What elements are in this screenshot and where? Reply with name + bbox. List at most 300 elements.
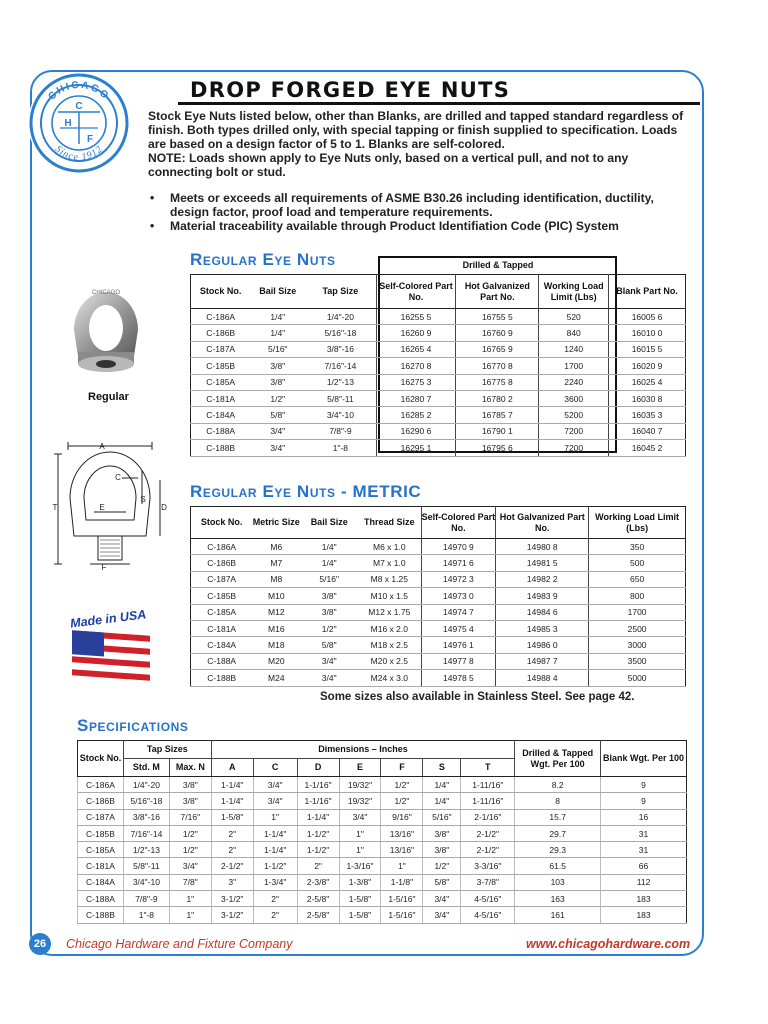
table-cell: 2-1/2"	[211, 858, 253, 874]
table-cell: 1-11/16"	[461, 777, 515, 793]
table-cell: 31	[601, 842, 687, 858]
col-header: Tap Size	[305, 275, 376, 309]
table-cell: C-186B	[191, 555, 253, 571]
table-cell: 1-1/4"	[211, 777, 253, 793]
feature-item: • Meets or exceeds all requirements of ASME B30.26 including identification, ductility, design factor, proof load and temperature requirements.	[148, 191, 688, 219]
table-cell: 7200	[539, 440, 609, 456]
stainless-note: Some sizes also available in Stainless Steel. See page 42.	[320, 691, 635, 703]
table-cell: M10 x 1.5	[358, 588, 421, 604]
table-cell: 1/4"	[300, 539, 358, 555]
table-cell: 16785 7	[456, 407, 539, 423]
table-cell: 1-5/16"	[381, 907, 423, 923]
table-cell: 2"	[297, 858, 339, 874]
table-cell: 163	[515, 891, 601, 907]
table-cell: 16025 4	[609, 374, 686, 390]
table-cell: 2-5/8"	[297, 891, 339, 907]
table-cell: 1/4"	[250, 309, 305, 325]
col-header: Stock No.	[78, 741, 124, 777]
table-cell: 3/8"	[169, 793, 211, 809]
table-cell: 5/8"	[250, 407, 305, 423]
table-cell: 1"	[339, 842, 381, 858]
table-cell: 5/16"	[300, 571, 358, 587]
table-cell: 3-1/2"	[211, 891, 253, 907]
regular-table-body	[191, 309, 686, 457]
metric-table-body	[191, 539, 686, 687]
table-header-row	[78, 741, 687, 759]
col-header: F	[381, 759, 423, 777]
table-cell: 3/4"	[250, 440, 305, 456]
table-cell: 3500	[589, 653, 686, 669]
table-cell: 1-11/16"	[461, 793, 515, 809]
table-cell: 1-3/16"	[339, 858, 381, 874]
table-cell: 1-1/4"	[253, 842, 297, 858]
table-cell: 1/2"	[169, 825, 211, 841]
table-row	[191, 374, 686, 390]
table-cell: 1/2"-13	[123, 842, 169, 858]
table-cell: 500	[589, 555, 686, 571]
table-cell: 1/2"	[169, 842, 211, 858]
table-cell: 16295 1	[376, 440, 456, 456]
col-group-header: Dimensions – Inches	[211, 741, 514, 759]
table-cell: 16775 8	[456, 374, 539, 390]
table-cell: 840	[539, 325, 609, 341]
table-row	[191, 358, 686, 374]
table-row	[191, 539, 686, 555]
table-cell: 183	[601, 891, 687, 907]
col-header: Std. M	[123, 759, 169, 777]
table-cell: M24 x 3.0	[358, 670, 421, 686]
table-cell: 3/8"-16	[305, 341, 376, 357]
table-cell: 3-7/8"	[461, 874, 515, 890]
drilled-tapped-label: Drilled & Tapped	[462, 260, 534, 270]
table-cell: 1-1/16"	[297, 777, 339, 793]
col-header: Stock No.	[191, 507, 253, 539]
table-cell: 1-1/2"	[297, 825, 339, 841]
table-row	[191, 588, 686, 604]
table-cell: 1"-8	[123, 907, 169, 923]
col-header: Drilled & Tapped Wgt. Per 100	[515, 741, 601, 777]
table-cell: 14988 4	[496, 670, 589, 686]
usa-flag-icon	[68, 620, 154, 690]
logo-top-text: CHICAGO	[46, 79, 112, 103]
table-cell: 3/4"	[253, 777, 297, 793]
table-cell: 1/4"-20	[123, 777, 169, 793]
table-cell: 1-5/16"	[381, 891, 423, 907]
table-cell: 2"	[253, 891, 297, 907]
table-cell: 1/2"	[250, 390, 305, 406]
col-header: Self-Colored Part No.	[376, 275, 456, 309]
table-cell: 2-1/2"	[461, 842, 515, 858]
table-cell: 16035 3	[609, 407, 686, 423]
table-cell: 4-5/16"	[461, 907, 515, 923]
table-cell: 3-1/2"	[211, 907, 253, 923]
table-row	[191, 620, 686, 636]
table-cell: 1-1/16"	[297, 793, 339, 809]
table-cell: 14974 7	[421, 604, 496, 620]
regular-heading: Regular Eye Nuts	[190, 250, 336, 269]
table-cell: M8 x 1.25	[358, 571, 421, 587]
table-cell: 3/4"	[423, 891, 461, 907]
table-cell: M18 x 2.5	[358, 637, 421, 653]
table-cell: 3000	[589, 637, 686, 653]
table-cell: 9	[601, 777, 687, 793]
metric-heading-main: Regular Eye Nuts	[190, 482, 336, 501]
table-cell: 5/8"	[423, 874, 461, 890]
table-cell: 1/2"	[423, 858, 461, 874]
table-cell: 1/4"	[300, 555, 358, 571]
table-cell: C-186A	[191, 309, 251, 325]
table-cell: M12 x 1.75	[358, 604, 421, 620]
col-header: E	[339, 759, 381, 777]
page-title: DROP FORGED EYE NUTS	[190, 78, 511, 102]
col-header: Working Load Limit (Lbs)	[539, 275, 609, 309]
col-header: Bail Size	[250, 275, 305, 309]
table-cell: 16260 9	[376, 325, 456, 341]
table-row	[191, 423, 686, 439]
table-cell: 14982 2	[496, 571, 589, 587]
table-cell: 112	[601, 874, 687, 890]
table-cell: 2"	[253, 907, 297, 923]
table-cell: 16765 9	[456, 341, 539, 357]
table-cell: 1"	[339, 825, 381, 841]
table-cell: 3/4"	[300, 653, 358, 669]
table-cell: M7	[252, 555, 300, 571]
table-row	[191, 407, 686, 423]
table-cell: 2-5/8"	[297, 907, 339, 923]
intro-text	[148, 109, 688, 233]
table-row	[191, 555, 686, 571]
table-cell: 16015 5	[609, 341, 686, 357]
table-row	[191, 571, 686, 587]
table-cell: 1-5/8"	[339, 907, 381, 923]
table-cell: C-187A	[78, 809, 124, 825]
table-cell: 5000	[589, 670, 686, 686]
table-cell: M12	[252, 604, 300, 620]
table-cell: 1-1/4"	[297, 809, 339, 825]
table-cell: M16 x 2.0	[358, 620, 421, 636]
table-cell: 14985 3	[496, 620, 589, 636]
table-cell: C-184A	[191, 637, 253, 653]
intro-paragraph: Stock Eye Nuts listed below, other than Blanks, are drilled and tapped standard regardless of finish. Both types drilled only, with special tapping or finish supplied to specification. Loads are based on a design factor of 5 to 1. Blanks are self-colored.	[148, 109, 684, 151]
table-row	[78, 874, 687, 890]
table-cell: M6	[252, 539, 300, 555]
table-cell: M7 x 1.0	[358, 555, 421, 571]
photo-caption: Regular	[88, 391, 129, 403]
table-cell: 15.7	[515, 809, 601, 825]
dim-label: D	[161, 503, 167, 512]
table-cell: 2-1/16"	[461, 809, 515, 825]
table-row	[191, 604, 686, 620]
table-cell: 8	[515, 793, 601, 809]
regular-eye-nuts-table	[190, 274, 686, 457]
table-cell: 7200	[539, 423, 609, 439]
table-cell: 14975 4	[421, 620, 496, 636]
col-header: Blank Wgt. Per 100	[601, 741, 687, 777]
table-cell: 1240	[539, 341, 609, 357]
table-cell: 5/16"-18	[123, 793, 169, 809]
table-cell: 3/8"	[300, 604, 358, 620]
made-in-usa-badge	[68, 620, 154, 690]
table-cell: C-185A	[191, 374, 251, 390]
col-header: Blank Part No.	[609, 275, 686, 309]
table-cell: 16285 2	[376, 407, 456, 423]
table-cell: 3"	[211, 874, 253, 890]
table-cell: 3/8"	[250, 374, 305, 390]
table-cell: 5/8"	[300, 637, 358, 653]
table-cell: 29.7	[515, 825, 601, 841]
table-cell: C-186B	[78, 793, 124, 809]
table-cell: 16045 2	[609, 440, 686, 456]
col-header: Hot Galvanized Part No.	[496, 507, 589, 539]
table-cell: 1-3/8"	[339, 874, 381, 890]
table-cell: 3/4"-10	[305, 407, 376, 423]
dim-label: A	[99, 442, 105, 451]
table-cell: 1"	[169, 891, 211, 907]
feature-item: • Material traceability available through Product Identifiation Code (PIC) System	[148, 219, 688, 233]
table-cell: 1/2"-13	[305, 374, 376, 390]
table-cell: 14970 9	[421, 539, 496, 555]
table-cell: 3/8"	[423, 825, 461, 841]
table-cell: M18	[252, 637, 300, 653]
table-cell: C-181A	[78, 858, 124, 874]
table-row	[78, 825, 687, 841]
logo-letter-c: C	[75, 101, 83, 112]
dimension-drawing-icon	[50, 440, 170, 570]
table-cell: 1/2"	[381, 777, 423, 793]
table-cell: C-188A	[191, 653, 253, 669]
company-logo	[28, 72, 130, 174]
table-cell: 16270 8	[376, 358, 456, 374]
table-row	[191, 390, 686, 406]
table-cell: 13/16"	[381, 825, 423, 841]
metric-heading	[190, 482, 421, 502]
dim-label: T	[52, 503, 58, 512]
table-cell: 2"	[211, 842, 253, 858]
col-header: T	[461, 759, 515, 777]
table-row	[191, 637, 686, 653]
table-row	[191, 309, 686, 325]
table-header-row	[191, 507, 686, 539]
specifications-table	[77, 740, 687, 924]
table-cell: C-188B	[191, 440, 251, 456]
eye-nut-image-icon	[64, 280, 148, 390]
table-cell: 16275 3	[376, 374, 456, 390]
table-cell: 16795 6	[456, 440, 539, 456]
table-cell: 1"	[253, 809, 297, 825]
dimension-diagram	[50, 440, 170, 570]
table-cell: 2240	[539, 374, 609, 390]
table-cell: 16040 7	[609, 423, 686, 439]
table-cell: 1/4"	[423, 777, 461, 793]
table-cell: C-181A	[191, 620, 253, 636]
col-header: Self-Colored Part No.	[421, 507, 496, 539]
table-cell: C-187A	[191, 571, 253, 587]
table-cell: 3/4"	[169, 858, 211, 874]
table-cell: M24	[252, 670, 300, 686]
logo-bottom-text: Since 1912	[52, 143, 106, 164]
table-cell: 800	[589, 588, 686, 604]
footer-company: Chicago Hardware and Fixture Company	[66, 937, 293, 951]
col-header: D	[297, 759, 339, 777]
table-cell: C-185B	[191, 588, 253, 604]
table-row	[78, 891, 687, 907]
table-cell: 3/8"-16	[123, 809, 169, 825]
col-header: Metric Size	[252, 507, 300, 539]
table-cell: 16770 8	[456, 358, 539, 374]
table-cell: 16265 4	[376, 341, 456, 357]
table-cell: 3/8"	[169, 777, 211, 793]
table-cell: 16020 9	[609, 358, 686, 374]
table-cell: 16255 5	[376, 309, 456, 325]
table-cell: C-188A	[191, 423, 251, 439]
table-cell: 3/8"	[300, 588, 358, 604]
table-cell: 1/4"	[423, 793, 461, 809]
table-cell: 14977 8	[421, 653, 496, 669]
table-cell: 1/4"	[250, 325, 305, 341]
table-cell: 13/16"	[381, 842, 423, 858]
table-cell: M20 x 2.5	[358, 653, 421, 669]
table-cell: C-188A	[78, 891, 124, 907]
table-cell: M6 x 1.0	[358, 539, 421, 555]
table-cell: 14973 0	[421, 588, 496, 604]
specifications-heading: Specifications	[77, 716, 189, 735]
table-cell: 1"-8	[305, 440, 376, 456]
table-cell: 2-3/8"	[297, 874, 339, 890]
table-cell: 3/4"	[423, 907, 461, 923]
table-cell: C-188B	[191, 670, 253, 686]
dim-label: F	[101, 563, 107, 570]
table-cell: 14986 0	[496, 637, 589, 653]
specifications-table-body	[78, 777, 687, 924]
table-cell: M8	[252, 571, 300, 587]
metric-eye-nuts-table	[190, 506, 686, 687]
table-row	[78, 793, 687, 809]
table-cell: 1700	[539, 358, 609, 374]
table-cell: C-185A	[78, 842, 124, 858]
table-cell: M16	[252, 620, 300, 636]
table-cell: 5/16"-18	[305, 325, 376, 341]
table-row	[191, 670, 686, 686]
dim-label: S	[140, 495, 146, 504]
table-cell: 16755 5	[456, 309, 539, 325]
table-cell: 3/4"	[253, 793, 297, 809]
eye-nut-mark: CHICAGO	[91, 290, 121, 296]
table-cell: 2"	[211, 825, 253, 841]
table-cell: 16005 6	[609, 309, 686, 325]
table-cell: C-186A	[191, 539, 253, 555]
table-cell: 350	[589, 539, 686, 555]
table-row	[78, 809, 687, 825]
col-header: S	[423, 759, 461, 777]
table-cell: 14984 6	[496, 604, 589, 620]
table-cell: 3/4"-10	[123, 874, 169, 890]
table-cell: 7/8"	[169, 874, 211, 890]
table-cell: 14980 8	[496, 539, 589, 555]
table-cell: 5/8"-11	[123, 858, 169, 874]
table-row	[191, 325, 686, 341]
table-cell: 161	[515, 907, 601, 923]
col-header: Thread Size	[358, 507, 421, 539]
table-cell: C-185B	[191, 358, 251, 374]
made-in-usa-text: Made in USA	[69, 607, 147, 631]
table-cell: 1-1/4"	[253, 825, 297, 841]
col-header: C	[253, 759, 297, 777]
table-cell: C-184A	[191, 407, 251, 423]
table-cell: 1-1/2"	[253, 858, 297, 874]
eye-nut-photo	[64, 280, 148, 390]
table-cell: 3600	[539, 390, 609, 406]
feature-list	[148, 191, 688, 233]
logo-letter-f: F	[86, 134, 94, 145]
table-cell: 16030 8	[609, 390, 686, 406]
col-header: A	[211, 759, 253, 777]
table-cell: 1"	[381, 858, 423, 874]
logo-letter-h: H	[64, 118, 72, 129]
table-cell: 16290 6	[376, 423, 456, 439]
table-cell: 16	[601, 809, 687, 825]
table-cell: C-187A	[191, 341, 251, 357]
table-cell: C-184A	[78, 874, 124, 890]
table-cell: 29.3	[515, 842, 601, 858]
table-cell: 14978 5	[421, 670, 496, 686]
table-cell: 1/2"	[300, 620, 358, 636]
table-cell: 16780 2	[456, 390, 539, 406]
table-cell: 1-3/4"	[253, 874, 297, 890]
page-number: 26	[29, 933, 51, 955]
table-cell: 1-1/4"	[211, 793, 253, 809]
table-cell: 9	[601, 793, 687, 809]
table-cell: 1/2"	[381, 793, 423, 809]
table-cell: 9/16"	[381, 809, 423, 825]
col-header: Hot Galvanized Part No.	[456, 275, 539, 309]
table-row	[78, 907, 687, 923]
col-header: Stock No.	[191, 275, 251, 309]
table-cell: 650	[589, 571, 686, 587]
table-cell: 7/8"-9	[123, 891, 169, 907]
table-cell: 1-5/8"	[211, 809, 253, 825]
table-cell: 16010 0	[609, 325, 686, 341]
table-cell: 1-1/2"	[297, 842, 339, 858]
table-cell: 66	[601, 858, 687, 874]
footer-website-link[interactable]: www.chicagohardware.com	[526, 937, 691, 951]
table-cell: 5200	[539, 407, 609, 423]
table-cell: 5/16"	[250, 341, 305, 357]
table-cell: C-186A	[78, 777, 124, 793]
table-cell: M10	[252, 588, 300, 604]
table-cell: C-181A	[191, 390, 251, 406]
table-cell: 3/4"	[300, 670, 358, 686]
dim-label: E	[99, 503, 105, 512]
table-cell: C-186B	[191, 325, 251, 341]
col-group-header: Tap Sizes	[123, 741, 211, 759]
table-cell: 14987 7	[496, 653, 589, 669]
table-cell: 14976 1	[421, 637, 496, 653]
table-row	[78, 842, 687, 858]
table-cell: C-188B	[78, 907, 124, 923]
table-cell: C-185A	[191, 604, 253, 620]
table-cell: 8.2	[515, 777, 601, 793]
table-cell: 31	[601, 825, 687, 841]
table-cell: 16280 7	[376, 390, 456, 406]
table-cell: 520	[539, 309, 609, 325]
table-cell: 3/8"	[423, 842, 461, 858]
table-cell: 3/4"	[339, 809, 381, 825]
table-cell: 16790 1	[456, 423, 539, 439]
table-row	[78, 777, 687, 793]
table-cell: 4-5/16"	[461, 891, 515, 907]
col-header: Max. N	[169, 759, 211, 777]
table-cell: 1-1/8"	[381, 874, 423, 890]
